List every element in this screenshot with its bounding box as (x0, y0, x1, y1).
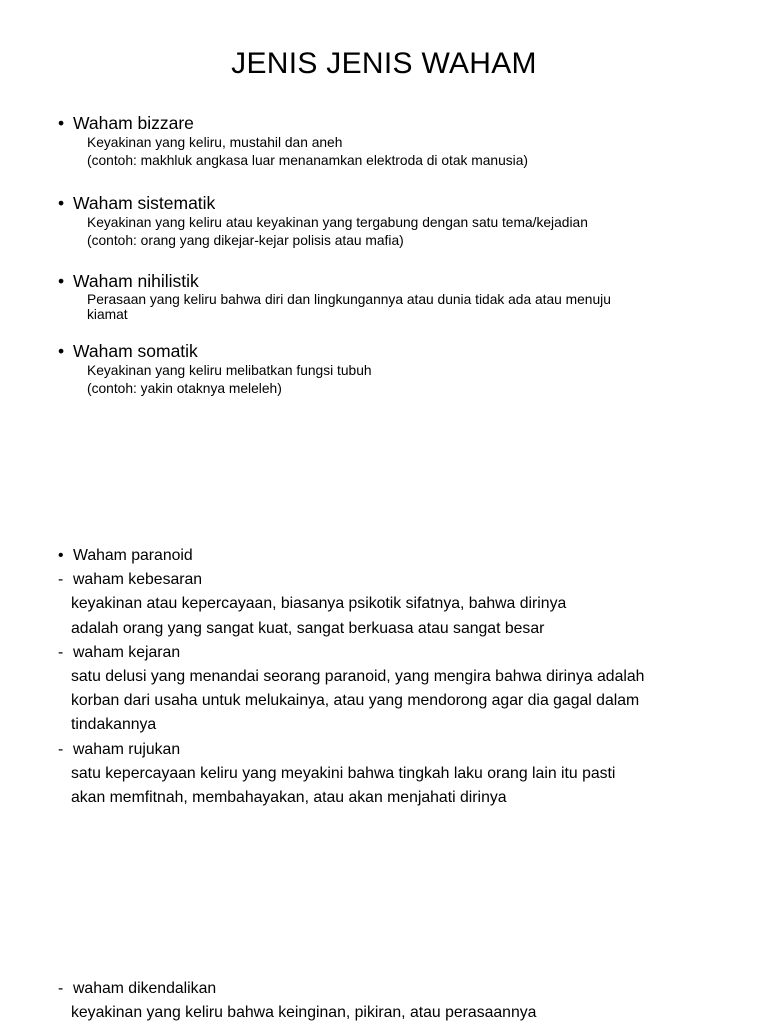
subitem-name: waham rujukan (73, 740, 181, 758)
dash-icon: - (58, 571, 64, 589)
description-line: satu delusi yang menandai seorang paranoid, yang mengira bahwa dirinya adalah (71, 668, 645, 686)
heading-text: Waham sistematik (73, 193, 216, 213)
dash-icon: - (58, 643, 64, 661)
description-line: keyakinan yang keliru bahwa keinginan, pikiran, atau perasaannya (71, 1004, 537, 1022)
description-line: kiamat (87, 307, 128, 322)
description-line: Keyakinan yang keliru, mustahil dan aneh (87, 135, 343, 150)
description-line: satu kepercayaan keliru yang meyakini bahwa tingkah laku orang lain itu pasti (71, 764, 616, 782)
description-line: adalah orang yang sangat kuat, sangat berkuasa atau sangat besar (71, 619, 545, 637)
description-line: akan memfitnah, membahayakan, atau akan menjahati dirinya (71, 789, 507, 807)
description-line: Keyakinan yang keliru atau keyakinan yang tergabung dengan satu tema/kejadian (87, 215, 588, 230)
heading-text: Waham nihilistik (73, 271, 199, 291)
subitem-heading (58, 568, 748, 592)
description-line: korban dari usaha untuk melukainya, atau yang mendorong agar dia gagal dalam (71, 692, 640, 710)
heading-text: Waham somatik (73, 341, 198, 361)
subitem-heading (58, 977, 748, 1001)
example-line: (contoh: yakin otaknya meleleh) (87, 381, 282, 396)
page-title: JENIS JENIS WAHAM (231, 47, 537, 80)
dash-icon: - (58, 980, 64, 997)
description-line: Keyakinan yang keliru melibatkan fungsi tubuh (87, 363, 372, 378)
subitem-heading (58, 738, 748, 762)
bullet-heading (58, 270, 738, 292)
bullet-icon: • (58, 193, 65, 213)
bullet-heading (58, 192, 738, 214)
bullet-heading (58, 544, 748, 568)
section-delusion-types (58, 112, 738, 420)
list-item (58, 192, 738, 250)
description-line: keyakinan atau kepercayaan, biasanya psikotik sifatnya, bahwa dirinya (71, 595, 567, 613)
section-controlled (58, 977, 748, 1025)
heading-text: Waham bizzare (73, 113, 194, 133)
subitem-name: waham kebesaran (73, 571, 203, 589)
list-item (58, 270, 738, 322)
subitem-name: waham kejaran (73, 643, 181, 661)
bullet-heading (58, 112, 738, 134)
example-line: (contoh: orang yang dikejar-kejar polisis atau mafia) (87, 233, 404, 248)
list-item (58, 112, 738, 170)
subitem-name: waham dikendalikan (73, 980, 217, 997)
heading-text: Waham paranoid (73, 547, 193, 564)
section-paranoid (58, 544, 748, 810)
bullet-heading (58, 340, 738, 362)
example-line: (contoh: makhluk angkasa luar menanamkan elektroda di otak manusia) (87, 153, 528, 168)
description-line: tindakannya (71, 716, 157, 734)
bullet-icon: • (58, 271, 65, 291)
dash-icon: - (58, 740, 64, 758)
bullet-icon: • (58, 113, 65, 133)
bullet-icon: • (58, 547, 64, 564)
bullet-icon: • (58, 341, 65, 361)
subitem-heading (58, 641, 748, 665)
list-item (58, 340, 738, 398)
description-line: Perasaan yang keliru bahwa diri dan lingkungannya atau dunia tidak ada atau menuju (87, 292, 611, 307)
